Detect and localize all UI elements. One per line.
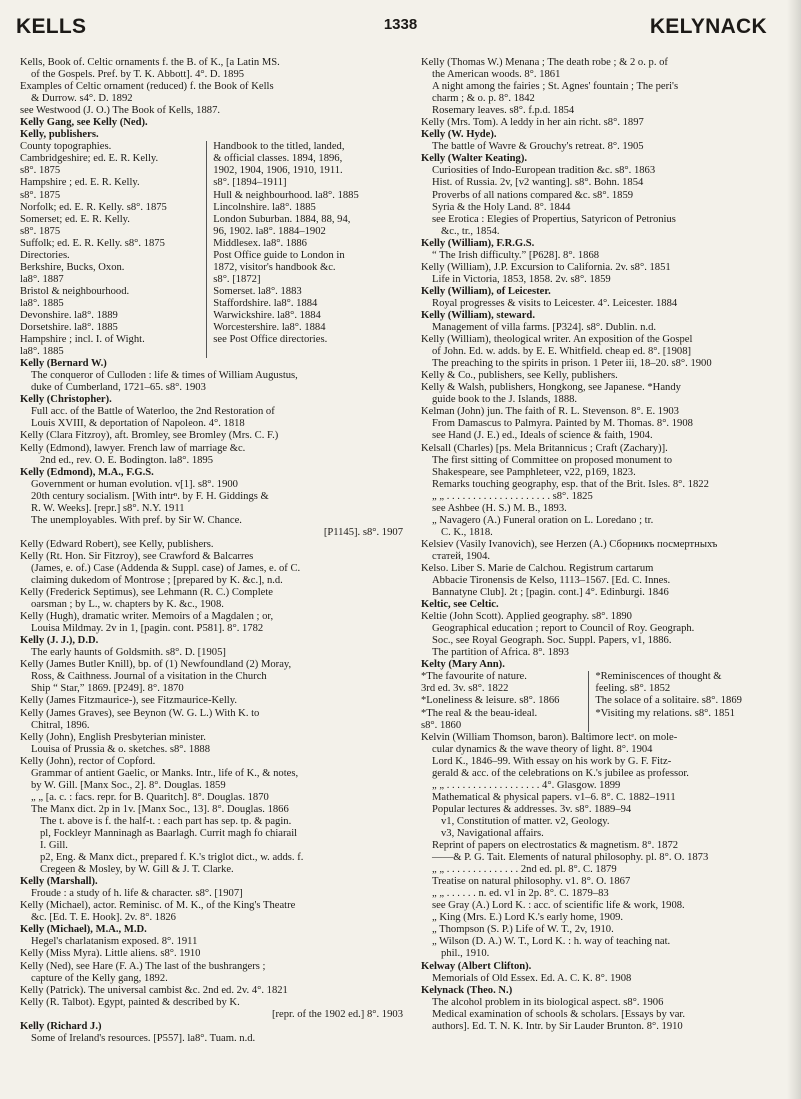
entry-line: Kelly (James Fitzmaurice-), see Fitzmaurice-Kelly. <box>20 695 237 707</box>
entry-line: ——& P. G. Tait. Elements of natural philosophy. pl. 8°. O. 1873 <box>432 852 709 864</box>
entry-line: „ „ . . . . . . n. ed. v1 in 2p. 8°. C. 1879–83 <box>432 888 609 900</box>
kelty-works-table-left <box>421 671 589 731</box>
table-line: Worcestershire. la8°. 1884 <box>213 322 326 334</box>
entry-line: Management of villa farms. [P324]. s8°. Dublin. n.d. <box>432 322 657 334</box>
entry-line: gerald & acc. of the celebrations on K.'s jubilee as professor. <box>432 767 689 779</box>
table-line: s8°. 1875 <box>20 189 61 201</box>
entry-line: (James, e. of.) Case (Addenda & Suppl. case) of James, e. of C. <box>31 562 301 574</box>
entry-line: Kelly (Thomas W.) Menana ; The death robe ; & 2 o. p. of <box>421 57 668 68</box>
table-line <box>595 720 787 732</box>
table-line: *The real & the beau-ideal. <box>421 707 538 719</box>
entry-line: Reprint of papers on electrostatics & magnetism. 8°. 1872 <box>432 840 679 852</box>
page-edge-shadow <box>787 0 801 1099</box>
entry-heading: Kelly (William), steward. <box>421 309 535 321</box>
entry-line: The t. above is f. the half-t. : each part has sep. tp. & pagin. <box>40 815 292 827</box>
kelly-publishers-table <box>20 141 403 358</box>
table-line: Cambridgeshire; ed. E. R. Kelly. <box>20 153 159 165</box>
entry-line: Lord K., 1846–99. With essay on his work by G. F. Fitz- <box>432 755 672 767</box>
entry-heading: Kelly, publishers. <box>20 129 99 141</box>
entry-line: 20th century socialism. [With intrⁿ. by F. H. Giddings & <box>31 490 269 502</box>
entry-line: Kelly (John), English Presbyterian minister. <box>20 731 206 743</box>
table-line: Somerset. la8°. 1883 <box>213 285 302 297</box>
entry-heading: Kelly (William), of Leicester. <box>421 285 551 297</box>
entry-line: „ „ . . . . . . . . . . . . . . 2nd ed. pl. 8°. C. 1879 <box>432 864 617 876</box>
entry-line: Grammar of antient Gaelic, or Manks. Intr., life of K., & notes, <box>31 767 299 779</box>
entry-line: charm ; & o. p. 8°. 1842 <box>432 93 535 105</box>
table-line: feeling. s8°. 1852 <box>595 683 671 695</box>
table-line: 1872, visitor's handbook &c. <box>213 261 336 273</box>
table-line: The solace of a solitaire. s8°. 1869 <box>595 695 742 707</box>
entry-line: oarsman ; by L., w. chapters by K. &c., 1908. <box>31 599 224 611</box>
entry-line: Bannatyne Club]. 2t ; [pagin. cont.] 4°. Edinburgi. 1846 <box>432 587 669 599</box>
entry-line: Louis XVIII, & deportation of Napoleon. 4°. 1818 <box>31 418 245 430</box>
entry-line: by W. Gill. [Manx Soc., 2]. 8°. Douglas. 1859 <box>31 779 226 791</box>
entry-line: &c., tr., 1854. <box>441 225 500 237</box>
entry-line: Abbacie Tironensis de Kelso, 1113–1567. [Ed. C. Innes. <box>432 575 671 587</box>
table-line: Middlesex. la8°. 1886 <box>213 237 307 249</box>
entry-line: “ The Irish difficulty.” [P628]. 8°. 1868 <box>432 249 600 261</box>
entry-line: The early haunts of Goldsmith. s8°. D. [1905] <box>31 647 226 659</box>
table-line: la8°. 1885 <box>20 297 64 309</box>
entry-line: see Erotica : Elegies of Propertius, Satyricon of Petronius <box>432 213 676 225</box>
kelly-publishers-table-left <box>20 141 207 358</box>
entry-line: C. K., 1818. <box>441 526 493 538</box>
page-number: 1338 <box>383 16 418 33</box>
entry-line: phil., 1910. <box>441 948 490 960</box>
entry-line: Mathematical & physical papers. v1–6. 8°. C. 1882–1911 <box>432 791 676 803</box>
kelty-works-table-right <box>589 671 787 731</box>
entry-line: Kelly (Miss Myra). Little aliens. s8°. 1910 <box>20 948 201 960</box>
table-line: Norfolk; ed. E. R. Kelly. s8°. 1875 <box>20 201 167 213</box>
table-line: la8°. 1885 <box>20 346 64 358</box>
running-header <box>0 9 801 39</box>
entry-line: Life in Victoria, 1853, 1858. 2v. s8°. 1859 <box>432 273 611 285</box>
table-line: s8°. 1875 <box>20 165 61 177</box>
entry-line: Louisa of Prussia & o. sketches. s8°. 1888 <box>31 743 211 755</box>
table-line: 3rd ed. 3v. s8°. 1822 <box>421 683 509 695</box>
table-line: *Reminiscences of thought & <box>595 671 722 683</box>
entry-line: & Durrow. s4°. D. 1892 <box>31 93 133 105</box>
entry-line: The unemployables. With pref. by Sir W. Chance. <box>31 514 242 526</box>
entry-line: Kelly (Hugh), dramatic writer. Memoirs of a Magdalen ; or, <box>20 611 274 623</box>
table-line: 1902, 1904, 1906, 1910, 1911. <box>213 165 343 177</box>
entry-line: Kells, Book of. Celtic ornaments f. the B. of K., [a Latin MS. <box>20 57 280 68</box>
table-line: *Visiting my relations. s8°. 1851 <box>595 707 735 719</box>
entry-heading: Kelly Gang, see Kelly (Ned). <box>20 117 148 129</box>
entry-line: Kelly (Frederick Septimus), see Lehmann (R. C.) Complete <box>20 587 274 599</box>
entry-line: „ „ . . . . . . . . . . . . . . . . . . 4°. Glasgow. 1899 <box>432 779 621 791</box>
entry-line: [repr. of the 1902 ed.] 8°. 1903 <box>271 1008 403 1020</box>
entry-heading: Kelly (Richard J.) <box>20 1020 102 1032</box>
entry-line: see Gray (A.) Lord K. : acc. of scientific life & work, 1908. <box>432 900 685 912</box>
entry-line: From Damascus to Palmyra. Painted by M. Thomas. 8°. 1908 <box>432 418 693 430</box>
entry-line: Soc., see Royal Geograph. Soc. Suppl. Papers, v1, 1886. <box>432 635 672 647</box>
entry-line: A night among the fairies ; St. Agnes' fountain ; The peri's <box>432 81 679 93</box>
entry-line: 2nd ed., rev. O. E. Bodington. la8°. 1895 <box>40 454 214 466</box>
entry-line: Kelly (James Graves), see Beynon (W. G. L.) With K. to <box>20 707 260 719</box>
table-line: s8°. 1875 <box>20 225 61 237</box>
entry-line: „ „ . . . . . . . . . . . . . . . . . . . . s8°. 1825 <box>432 490 593 502</box>
entry-line: see Ashbee (H. S.) M. B., 1893. <box>432 502 567 514</box>
table-line: s8°. 1860 <box>421 719 462 731</box>
entry-line: Chitral, 1896. <box>31 719 90 731</box>
entry-line: R. W. Weeks]. [repr.] s8°. N.Y. 1911 <box>31 502 185 514</box>
entry-line: The battle of Wavre & Grouchy's retreat. 8°. 1905 <box>432 141 644 153</box>
entry-line: Royal progresses & visits to Leicester. 4°. Leicester. 1884 <box>432 297 678 309</box>
entry-line: Kelman (John) jun. The faith of R. L. Stevenson. 8°. E. 1903 <box>421 406 679 418</box>
entry-line: guide book to the J. Islands, 1888. <box>432 394 578 406</box>
table-line: Hull & neighbourhood. la8°. 1885 <box>213 189 359 201</box>
entry-line: „ Thompson (S. P.) Life of W. T., 2v, 1910. <box>432 924 614 936</box>
entry-heading: Keltic, see Celtic. <box>421 599 499 611</box>
entry-line: Cregeen & Mosley, by W. Gill & J. T. Clarke. <box>40 864 234 876</box>
header-right-word: KELYNACK <box>649 15 767 38</box>
entry-line: Government or human evolution. v[1]. s8°. 1900 <box>31 478 238 490</box>
entry-heading: Kelly (Michael), M.A., M.D. <box>20 924 147 936</box>
entry-heading: Kelly (Bernard W.) <box>20 358 107 370</box>
entry-line: „ Navagero (A.) Funeral oration on L. Loredano ; tr. <box>432 514 654 526</box>
entry-line: p2, Eng. & Manx dict., prepared f. K.'s triglot dict., w. adds. f. <box>40 852 304 864</box>
table-line: Somerset; ed. E. R. Kelly. <box>20 213 130 225</box>
entry-heading: Kelway (Albert Clifton). <box>421 960 532 972</box>
entry-line: Kelsiev (Vasily Ivanovich), see Herzen (A.) Сборникъ посмертныхъ <box>421 538 718 550</box>
entry-line: Geographical education ; report to Council of Roy. Geograph. <box>432 623 695 635</box>
entry-line: Kelly (Edward Robert), see Kelly, publishers. <box>20 538 214 550</box>
entry-line: „ Wilson (D. A.) W. T., Lord K. : h. way of teaching nat. <box>432 936 671 948</box>
entry-line: „ „ [a. c. : facs. repr. for B. Quaritch]. 8°. Douglas. 1870 <box>31 791 269 803</box>
entry-heading: Kelynack (Theo. N.) <box>421 984 513 996</box>
entry-line: Kelly (R. Talbot). Egypt, painted & described by K. <box>20 996 240 1008</box>
table-line: Staffordshire. la8°. 1884 <box>213 297 318 309</box>
entry-line: Kelvin (William Thomson, baron). Baltimore lectᵉ. on mole- <box>421 731 678 743</box>
entry-line: authors]. Ed. T. N. K. Intr. by Sir Lauder Brunton. 8°. 1910 <box>432 1020 683 1032</box>
entry-line: Kelly (Ned), see Hare (F. A.) The last of the bushrangers ; <box>20 960 266 972</box>
entry-line: Ship “ Star,” 1869. [P249]. 8°. 1870 <box>31 683 184 695</box>
entry-line: Froude : a study of h. life & character. s8°. [1907] <box>31 888 243 900</box>
entry-line: The Manx dict. 2p in 1v. [Manx Soc., 13]. 8°. Douglas. 1866 <box>31 803 289 815</box>
entry-heading: Kelty (Mary Ann). <box>421 659 505 671</box>
entry-line: The preaching to the spirits in prison. 1 Peter iii, 18–20. s8°. 1900 <box>432 358 712 370</box>
entry-line: Memorials of Old Essex. Ed. A. C. K. 8°. 1908 <box>432 972 632 984</box>
entry-line: Proverbs of all nations compared &c. s8°. 1859 <box>432 189 634 201</box>
entry-heading: Kelly (W. Hyde). <box>421 129 497 141</box>
table-line: Hampshire ; ed. E. R. Kelly. <box>20 177 140 189</box>
table-line: London Suburban. 1884, 88, 94, <box>213 213 351 225</box>
entry-line: Remarks touching geography, esp. that of the Brit. Isles. 8°. 1822 <box>432 478 709 490</box>
entry-line: of John. Ed. w. adds. by E. E. Whitfield. cheap ed. 8°. [1908] <box>432 346 692 358</box>
table-line: see Post Office directories. <box>213 334 328 346</box>
table-line: Warwickshire. la8°. 1884 <box>213 309 321 321</box>
table-line: Lincolnshire. la8°. 1885 <box>213 201 316 213</box>
table-line: Dorsetshire. la8°. 1885 <box>20 322 118 334</box>
entry-line: Syria & the Holy Land. 8°. 1844 <box>432 201 571 213</box>
entry-line: Full acc. of the Battle of Waterloo, the 2nd Restoration of <box>31 406 275 418</box>
entry-line: &c. [Ed. T. E. Hook]. 2v. 8°. 1826 <box>31 912 176 924</box>
entry-line: The conqueror of Culloden : life & times of William Augustus, <box>31 370 298 382</box>
entry-line: Kelsall (Charles) [ps. Mela Britannicus ; Craft (Zachary)]. <box>421 442 668 454</box>
right-column <box>421 57 787 1033</box>
entry-line: Curiosities of Indo-European tradition &c. s8°. 1863 <box>432 165 656 177</box>
entry-line: Hegel's charlatanism exposed. 8°. 1911 <box>31 936 198 948</box>
entry-line: Kelly (Clara Fitzroy), aft. Bromley, see Bromley (Mrs. C. F.) <box>20 430 279 442</box>
table-line: la8°. 1887 <box>20 273 64 285</box>
entry-line: Kelly (Michael), actor. Reminisc. of M. K., of the King's Theatre <box>20 900 296 912</box>
table-line: s8°. [1894–1911] <box>213 177 287 189</box>
table-line: County topographies. <box>20 141 112 153</box>
table-line: & official classes. 1894, 1896, <box>213 153 343 165</box>
entry-line: duke of Cumberland, 1721–65. s8°. 1903 <box>31 382 206 394</box>
entry-line: Kelly (William), theological writer. An exposition of the Gospel <box>421 334 693 346</box>
entry-line: Medical examination of schools & scholars. [Essays by var. <box>432 1008 686 1020</box>
entry-line: статей, 1904. <box>432 550 491 562</box>
table-line: Directories. <box>20 249 70 261</box>
entry-heading: Kelly (Edmond), M.A., F.G.S. <box>20 466 154 478</box>
entry-line: of the Gospels. Pref. by T. K. Abbott]. 4°. D. 1895 <box>31 69 245 81</box>
table-line: Post Office guide to London in <box>213 249 345 261</box>
table-line: *Loneliness & leisure. s8°. 1866 <box>421 695 560 707</box>
entry-line: Kelso. Liber S. Marie de Calchou. Registrum cartarum <box>421 562 654 574</box>
entry-line: Keltie (John Scott). Applied geography. s8°. 1890 <box>421 611 632 623</box>
table-line: *The favourite of nature. <box>421 671 527 683</box>
entry-line: Kelly (Mrs. Tom). A leddy in her ain richt. s8°. 1897 <box>421 117 644 129</box>
entry-line: Kelly (Patrick). The universal cambist &c. 2nd ed. 2v. 4°. 1821 <box>20 984 288 996</box>
entry-line: Kelly (Rt. Hon. Sir Fitzroy), see Crawford & Balcarres <box>20 550 254 562</box>
left-column <box>20 57 403 1045</box>
entry-line: Kelly (James Butler Knill), bp. of (1) Newfoundland (2) Moray, <box>20 659 292 671</box>
entry-line: see Hand (J. E.) ed., Ideals of science & faith, 1904. <box>432 430 653 442</box>
entry-line: v1, Constitution of matter. v2, Geology. <box>441 815 610 827</box>
entry-line: cular dynamics & the wave theory of light. 8°. 1904 <box>432 743 653 755</box>
entry-line: Kelly (Edmond), lawyer. French law of marriage &c. <box>20 442 246 454</box>
entry-heading: Kelly (Walter Keating). <box>421 153 528 165</box>
entry-heading: Kelly (William), F.R.G.S. <box>421 237 535 249</box>
entry-line: Treatise on natural philosophy. v1. 8°. O. 1867 <box>432 876 631 888</box>
entry-line: Kelly & Walsh, publishers, Hongkong, see Japanese. *Handy <box>421 382 681 394</box>
entry-line: Ross, & Caithness. Journal of a visitation in the Church <box>31 671 267 683</box>
table-line: Suffolk; ed. E. R. Kelly. s8°. 1875 <box>20 237 165 249</box>
header-left-word: KELLS <box>16 15 87 38</box>
table-line: Hampshire ; incl. I. of Wight. <box>20 334 145 346</box>
entry-line: Popular lectures & addresses. 3v. s8°. 1889–94 <box>432 803 632 815</box>
entry-line: Hist. of Russia. 2v, [v2 wanting]. s8°. Bohn. 1854 <box>432 177 644 189</box>
table-line: Handbook to the titled, landed, <box>213 141 345 153</box>
entry-line: The first sitting of Committee on proposed monument to <box>432 454 673 466</box>
entry-line: pl, Fockleyr Manninagh as Baarlagh. Currit magh fo chiarail <box>40 828 298 839</box>
entry-line: claiming dukedom of Montrose ; [prepared by K. &c.], n.d. <box>31 575 283 587</box>
table-line: Berkshire, Bucks, Oxon. <box>20 261 125 273</box>
entry-line: I. Gill. <box>40 840 68 852</box>
entry-line: Kelly & Co., publishers, see Kelly, publishers. <box>421 370 618 382</box>
entry-line: Shakespeare, see Pamphleteer, v22, p169, 1823. <box>432 466 636 478</box>
entry-line: Rosemary leaves. s8°. f.p.d. 1854 <box>432 105 575 117</box>
kelly-publishers-table-right <box>207 141 403 358</box>
entry-line: Some of Ireland's resources. [P557]. la8°. Tuam. n.d. <box>31 1032 256 1044</box>
entry-line: Louisa Mildmay. 2v in 1, [pagin. cont. P581]. 8°. 1782 <box>31 623 264 635</box>
entry-line: „ King (Mrs. E.) Lord K.'s early home, 1909. <box>432 912 624 924</box>
entry-line: the American woods. 8°. 1861 <box>432 69 561 81</box>
entry-line: Kelly (John), rector of Copford. <box>20 755 156 767</box>
entry-line: The partition of Africa. 8°. 1893 <box>432 647 569 659</box>
entry-line: The alcohol problem in its biological aspect. s8°. 1906 <box>432 996 664 1008</box>
entry-line: [P1145]. s8°. 1907 <box>323 526 403 538</box>
entry-line: Examples of Celtic ornament (reduced) f. the Book of Kells <box>20 81 274 93</box>
table-line: Bristol & neighbourhood. <box>20 285 130 297</box>
table-line: 96, 1902. la8°. 1884–1902 <box>213 225 326 237</box>
entry-line: capture of the Kelly gang, 1892. <box>31 972 168 984</box>
kelty-works-table <box>421 671 787 731</box>
entry-line: v3, Navigational affairs. <box>441 828 544 839</box>
entry-heading: Kelly (J. J.), D.D. <box>20 635 99 647</box>
table-line: s8°. [1872] <box>213 273 261 285</box>
entry-line: Kelly (William), J.P. Excursion to California. 2v. s8°. 1851 <box>421 261 671 273</box>
entry-heading: Kelly (Christopher). <box>20 394 112 406</box>
table-line: Devonshire. la8°. 1889 <box>20 309 118 321</box>
entry-heading: Kelly (Marshall). <box>20 876 98 888</box>
entry-line: see Westwood (J. O.) The Book of Kells, 1887. <box>20 105 221 117</box>
